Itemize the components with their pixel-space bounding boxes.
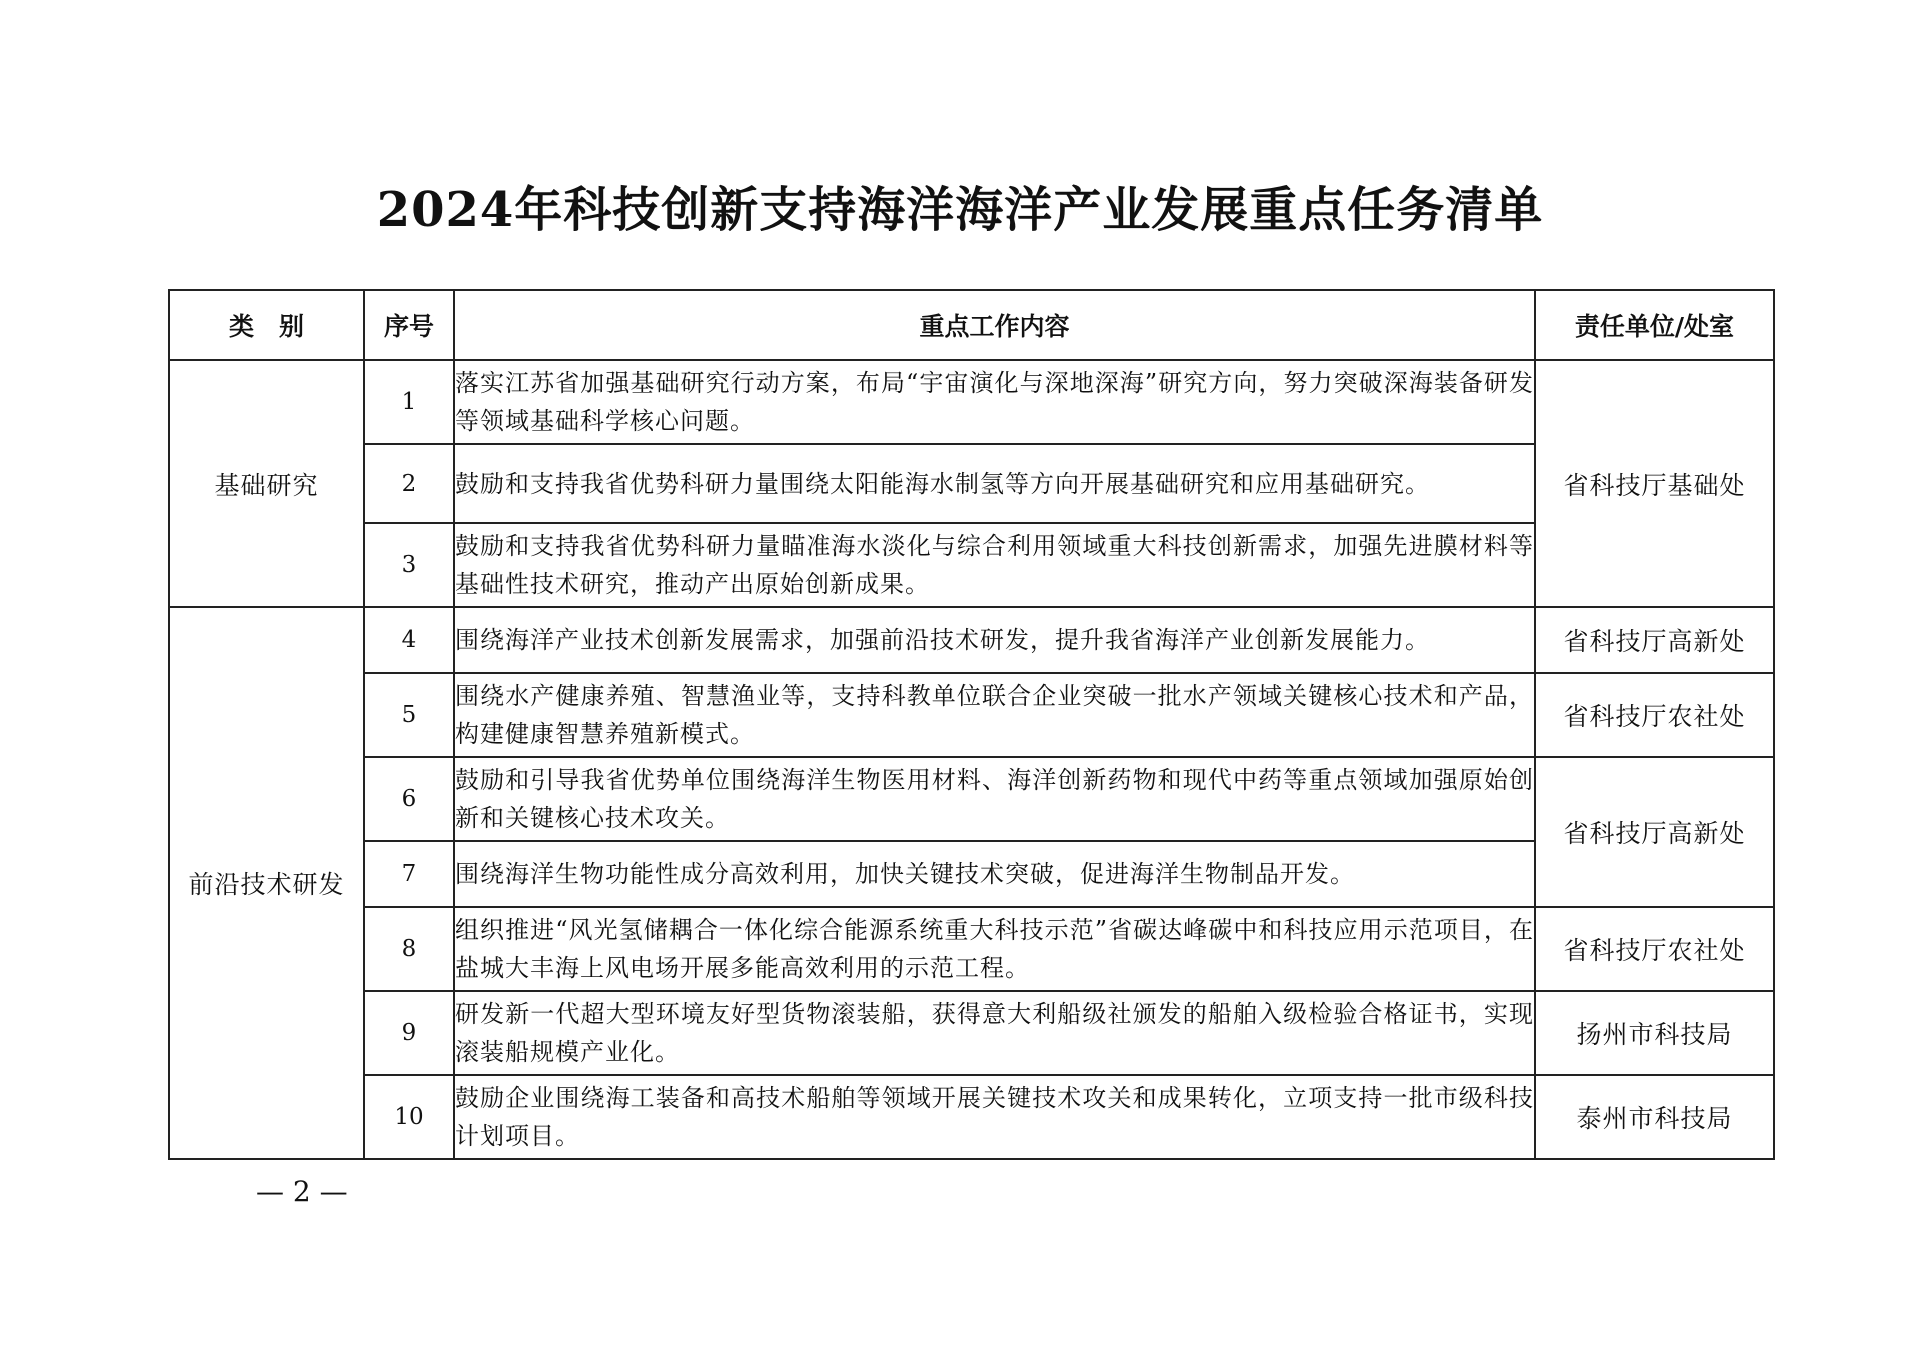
row-content: 鼓励和引导我省优势单位围绕海洋生物医用材料、海洋创新药物和现代中药等重点领域加强原始创新和关键核心技术攻关。 bbox=[454, 757, 1535, 841]
table-row bbox=[169, 991, 1774, 1075]
task-list-table bbox=[168, 289, 1775, 1160]
row-content: 研发新一代超大型环境友好型货物滚装船，获得意大利船级社颁发的船舶入级检验合格证书，实现滚装船规模产业化。 bbox=[454, 991, 1535, 1075]
row-number: 9 bbox=[364, 991, 454, 1075]
row-number: 1 bbox=[364, 360, 454, 444]
category-basic-research: 基础研究 bbox=[169, 360, 364, 607]
responsible-unit: 扬州市科技局 bbox=[1535, 991, 1774, 1075]
row-content: 围绕海洋产业技术创新发展需求，加强前沿技术研发，提升我省海洋产业创新发展能力。 bbox=[454, 607, 1535, 673]
row-content: 围绕水产健康养殖、智慧渔业等，支持科教单位联合企业突破一批水产领域关键核心技术和产品，构建健康智慧养殖新模式。 bbox=[454, 673, 1535, 757]
row-content: 组织推进“风光氢储耦合一体化综合能源系统重大科技示范”省碳达峰碳中和科技应用示范项目，在盐城大丰海上风电场开展多能高效利用的示范工程。 bbox=[454, 907, 1535, 991]
category-frontier-tech: 前沿技术研发 bbox=[169, 607, 364, 1159]
header-unit: 责任单位/处室 bbox=[1535, 290, 1774, 360]
table-row bbox=[169, 607, 1774, 673]
row-number: 6 bbox=[364, 757, 454, 841]
row-number: 7 bbox=[364, 841, 454, 907]
header-number: 序号 bbox=[364, 290, 454, 360]
row-content: 鼓励和支持我省优势科研力量围绕太阳能海水制氢等方向开展基础研究和应用基础研究。 bbox=[454, 444, 1535, 523]
responsible-unit: 省科技厅基础处 bbox=[1535, 360, 1774, 607]
row-number: 8 bbox=[364, 907, 454, 991]
row-content: 围绕海洋生物功能性成分高效利用，加快关键技术突破，促进海洋生物制品开发。 bbox=[454, 841, 1535, 907]
page-title: 2024年科技创新支持海洋海洋产业发展重点任务清单 bbox=[376, 182, 1544, 238]
table-row bbox=[169, 841, 1774, 907]
page-number: — 2 — bbox=[256, 1175, 348, 1208]
table-header-row bbox=[169, 290, 1774, 360]
table-row bbox=[169, 444, 1774, 523]
row-content: 落实江苏省加强基础研究行动方案，布局“宇宙演化与深地深海”研究方向，努力突破深海装备研发等领域基础科学核心问题。 bbox=[454, 360, 1535, 444]
responsible-unit: 省科技厅高新处 bbox=[1535, 757, 1774, 907]
responsible-unit: 省科技厅高新处 bbox=[1535, 607, 1774, 673]
header-content: 重点工作内容 bbox=[454, 290, 1535, 360]
table-row bbox=[169, 360, 1774, 444]
table-row bbox=[169, 673, 1774, 757]
row-number: 4 bbox=[364, 607, 454, 673]
row-number: 2 bbox=[364, 444, 454, 523]
row-number: 5 bbox=[364, 673, 454, 757]
header-category: 类 别 bbox=[169, 290, 364, 360]
row-content: 鼓励和支持我省优势科研力量瞄准海水淡化与综合利用领域重大科技创新需求，加强先进膜材料等基础性技术研究，推动产出原始创新成果。 bbox=[454, 523, 1535, 607]
row-number: 10 bbox=[364, 1075, 454, 1159]
table-row bbox=[169, 757, 1774, 841]
table-row bbox=[169, 1075, 1774, 1159]
table-row bbox=[169, 907, 1774, 991]
table-row bbox=[169, 523, 1774, 607]
row-number: 3 bbox=[364, 523, 454, 607]
responsible-unit: 省科技厅农社处 bbox=[1535, 673, 1774, 757]
responsible-unit: 泰州市科技局 bbox=[1535, 1075, 1774, 1159]
row-content: 鼓励企业围绕海工装备和高技术船舶等领域开展关键技术攻关和成果转化，立项支持一批市级科技计划项目。 bbox=[454, 1075, 1535, 1159]
responsible-unit: 省科技厅农社处 bbox=[1535, 907, 1774, 991]
